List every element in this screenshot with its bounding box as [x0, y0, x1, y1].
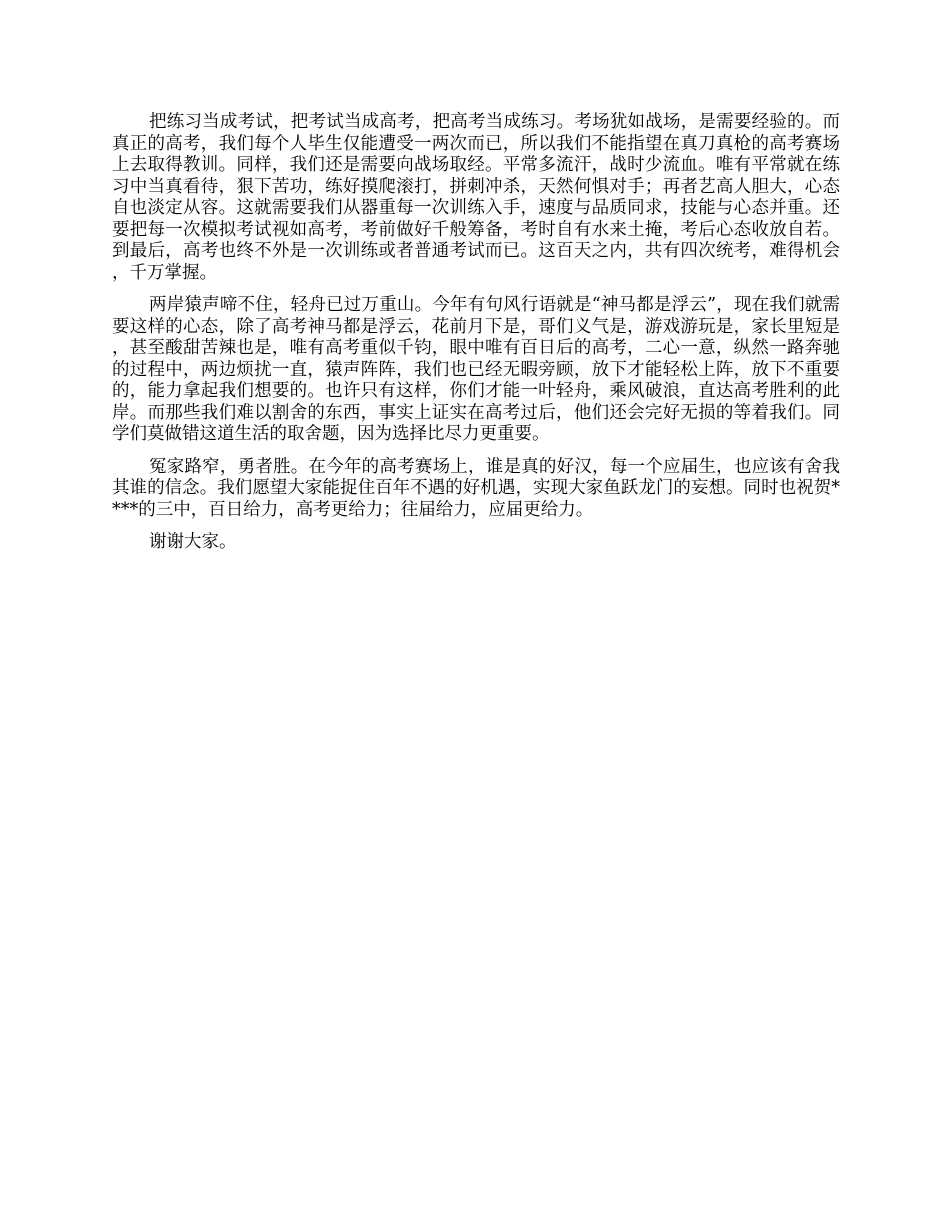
paragraph-1: 把练习当成考试，把考试当成高考，把高考当成练习。考场犹如战场，是需要经验的。而真正的高考，我们每个人毕生仅能遭受一两次而已，所以我们不能指望在真刀真枪的高考赛场上去取得教训。同样，我们还是需要向战场取经。平常多流汗，战时少流血。唯有平常就在练习中当真看待，狠下苦功，练好摸爬滚打，拼刺冲杀，天然何惧对手；再者艺高人胆大，心态自也淡定从容。这就需要我们从器重每一次训练入手，速度与品质同求，技能与心态并重。还要把每一次模拟考试视如高考，考前做好千般筹备，考时自有水来土掩，考后心态收放自若。到最后，高考也终不外是一次训练或者普通考试而已。这百天之内，共有四次统考，难得机会，千万掌握。 — [112, 112, 840, 283]
document-body — [112, 112, 840, 565]
paragraph-3: 冤家路窄，勇者胜。在今年的高考赛场上，谁是真的好汉，每一个应届生，也应该有舍我其谁的信念。我们愿望大家能捉住百年不遇的好机遇，实现大家鱼跃龙门的妄想。同时也祝贺****的三中，百日给力，高考更给力；往届给力，应届更给力。 — [112, 456, 840, 520]
paragraph-2: 两岸猿声啼不住，轻舟已过万重山。今年有句风行语就是“神马都是浮云”，现在我们就需要这样的心态，除了高考神马都是浮云，花前月下是，哥们义气是，游戏游玩是，家长里短是，甚至酸甜苦辣也是，唯有高考重似千钧，眼中唯有百日后的高考，二心一意，纵然一路奔驰的过程中，两边烦扰一直，猿声阵阵，我们也已经无暇旁顾，放下才能轻松上阵，放下不重要的，能力拿起我们想要的。也许只有这样，你们才能一叶轻舟，乘风破浪，直达高考胜利的此岸。而那些我们难以割舍的东西，事实上证实在高考过后，他们还会完好无损的等着我们。同学们莫做错这道生活的取舍题，因为选择比尽力更重要。 — [112, 295, 840, 444]
paragraph-4: 谢谢大家。 — [149, 532, 237, 552]
